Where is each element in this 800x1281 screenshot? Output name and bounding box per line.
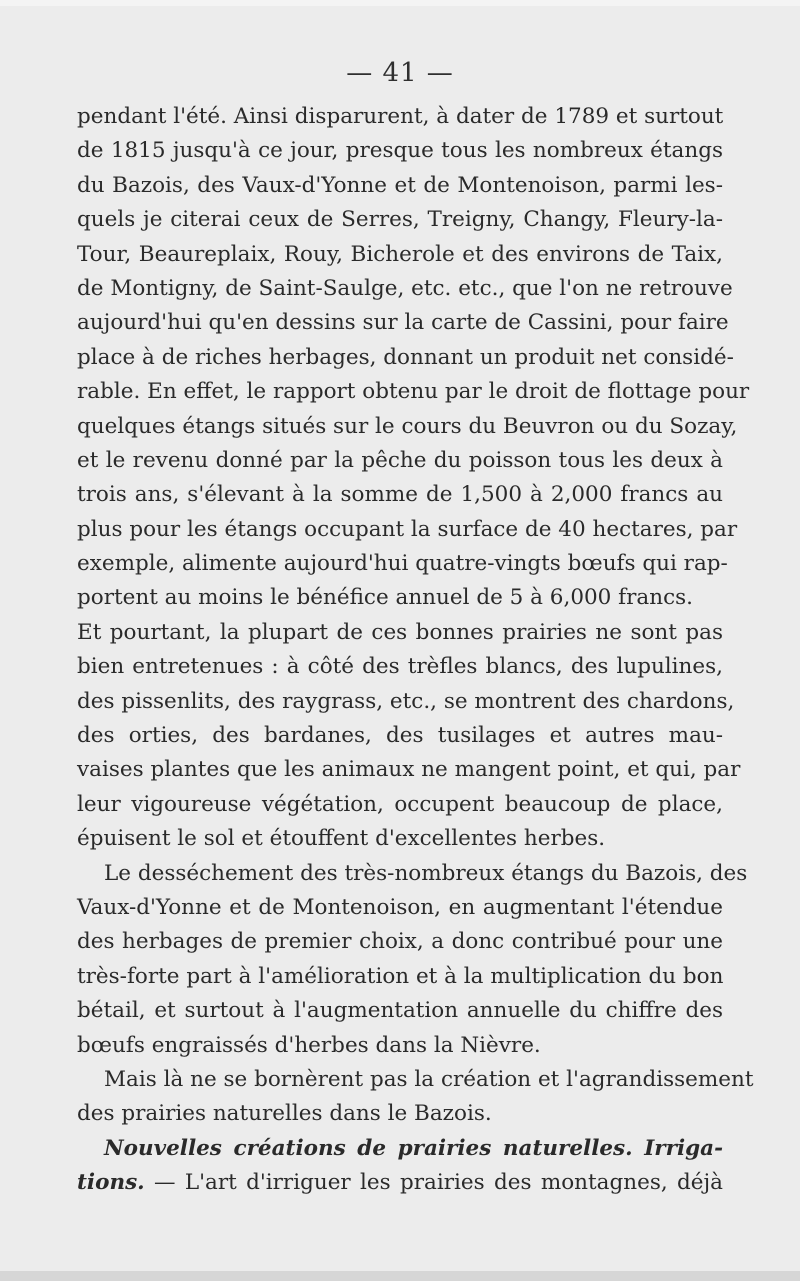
- text-line: leur vigoureuse végétation, occupent beaucoup de place,: [77, 791, 723, 817]
- text-line: vaises plantes que les animaux ne mangent point, et qui, par: [77, 757, 741, 783]
- section-heading-end: tions.: [77, 1170, 145, 1196]
- text-line: des orties, des bardanes, des tusilages et autres mau-: [77, 723, 723, 749]
- text-line: rable. En effet, le rapport obtenu par le droit de flottage pour: [77, 379, 750, 405]
- text-line: plus pour les étangs occupant la surface de 40 hectares, par: [77, 516, 738, 542]
- text-line: quelques étangs situés sur le cours du Beuvron ou du Sozay,: [77, 413, 738, 439]
- text-line: de 1815 jusqu'à ce jour, presque tous les nombreux étangs: [77, 138, 723, 164]
- text-line: Et pourtant, la plupart de ces bonnes prairies ne sont pas: [77, 619, 723, 645]
- text-line: des prairies naturelles dans le Bazois.: [77, 1101, 492, 1127]
- text-line: Vaux-d'Yonne et de Montenoison, en augmentant l'étendue: [77, 894, 723, 920]
- text-line: des herbages de premier choix, a donc contribué pour une: [77, 929, 723, 955]
- text-line: du Bazois, des Vaux-d'Yonne et de Montenoison, parmi les-: [77, 172, 723, 198]
- text-line: de Montigny, de Saint-Saulge, etc. etc., que l'on ne retrouve: [77, 275, 733, 301]
- body-text: [77, 100, 754, 1201]
- paragraph-start-line: Mais là ne se bornèrent pas la création et l'agrandissement: [104, 1066, 754, 1092]
- text-line: exemple, alimente aujourd'hui quatre-vingts bœufs qui rap-: [77, 551, 728, 577]
- text-line: pendant l'été. Ainsi disparurent, à dater de 1789 et surtout: [77, 104, 724, 129]
- section-text-start: — L'art d'irriguer les prairies des montagnes, déjà: [144, 1170, 723, 1196]
- section-heading-line: Nouvelles créations de prairies naturelles. Irriga-: [104, 1135, 723, 1161]
- text-line: quels je citerai ceux de Serres, Treigny, Changy, Fleury-la-: [77, 207, 723, 233]
- page-bottom-edge: [0, 1271, 800, 1281]
- text-line: Tour, Beaureplaix, Rouy, Bicherole et des environs de Taix,: [77, 241, 723, 267]
- text-line: aujourd'hui qu'en dessins sur la carte de Cassini, pour faire: [77, 310, 729, 336]
- text-line: place à de riches herbages, donnant un produit net considé-: [77, 344, 734, 370]
- text-line: très-forte part à l'amélioration et à la multiplication du bon: [77, 963, 724, 989]
- page-top-edge: [0, 0, 800, 6]
- text-line: trois ans, s'élevant à la somme de 1,500 à 2,000 francs au: [77, 482, 723, 508]
- text-line: bien entretenues : à côté des trèfles blancs, des lupulines,: [77, 654, 723, 680]
- text-line: et le revenu donné par la pêche du poisson tous les deux à: [77, 447, 723, 473]
- section-heading-continuation: [77, 1166, 723, 1200]
- page-number: — 41 —: [346, 58, 454, 88]
- paragraph-start-line: Le desséchement des très-nombreux étangs du Bazois, des: [104, 860, 748, 886]
- text-line: portent au moins le bénéfice annuel de 5 à 6,000 francs.: [77, 585, 693, 611]
- text-line: des pissenlits, des raygrass, etc., se montrent des chardons,: [77, 688, 735, 714]
- text-line: épuisent le sol et étouffent d'excellentes herbes.: [77, 826, 606, 852]
- text-line: bétail, et surtout à l'augmentation annuelle du chiffre des: [77, 998, 723, 1024]
- text-line: bœufs engraissés d'herbes dans la Nièvre.: [77, 1032, 541, 1058]
